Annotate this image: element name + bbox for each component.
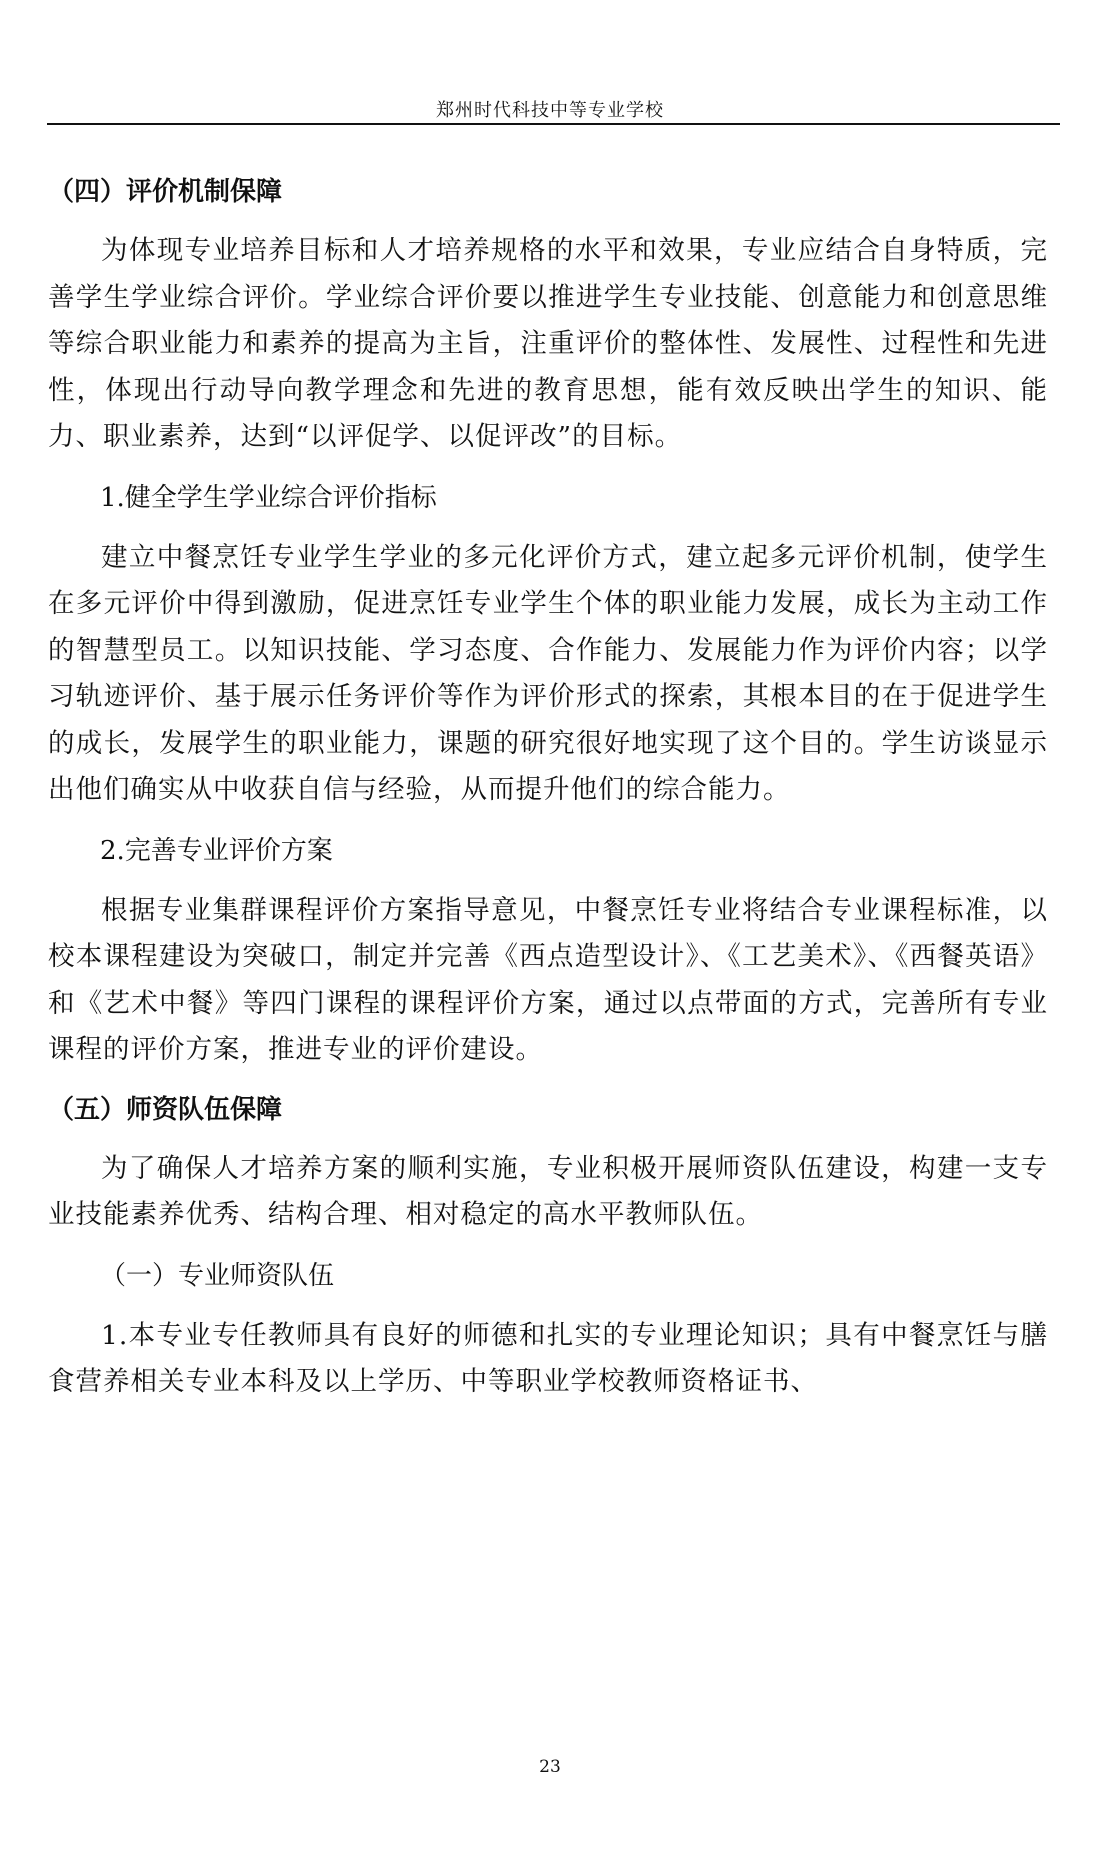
paragraph: 为体现专业培养目标和人才培养规格的水平和效果，专业应结合自身特质，完善学生学业综合评价。学业综合评价要以推进学生专业技能、创意能力和创意思维等综合职业能力和素养的提高为主旨，注重评价的整体性、发展性、过程性和先进性，体现出行动导向教学理念和先进的教育思想，能有效反映出学生的知识、能力、职业素养，达到“以评促学、以促评改”的目标。	[48, 235, 1048, 452]
section-heading-faculty: （五）师资队伍保障	[48, 1094, 283, 1125]
header-divider	[47, 123, 1060, 125]
paragraph: 建立中餐烹饪专业学生学业的多元化评价方式，建立起多元评价机制，使学生在多元评价中得到激励，促进烹饪专业学生个体的职业能力发展，成长为主动工作的智慧型员工。以知识技能、学习态度、合作能力、发展能力作为评价内容；以学习轨迹评价、基于展示任务评价等作为评价形式的探索，其根本目的在于促进学生的成长，发展学生的职业能力，课题的研究很好地实现了这个目的。学生访谈显示出他们确实从中收获自信与经验，从而提升他们的综合能力。	[48, 541, 1048, 805]
paragraph: 1.本专业专任教师具有良好的师德和扎实的专业理论知识；具有中餐烹饪与膳食营养相关专业本科及以上学历、中等职业学校教师资格证书、	[48, 1319, 1048, 1397]
page-body	[48, 170, 1048, 1420]
subheading: （一）专业师资队伍	[100, 1260, 335, 1291]
section-heading-evaluation: （四）评价机制保障	[48, 177, 283, 207]
paragraph: 为了确保人才培养方案的顺利实施，专业积极开展师资队伍建设，构建一支专业技能素养优秀、结构合理、相对稳定的高水平教师队伍。	[48, 1152, 1048, 1230]
page-number: 23	[539, 1757, 561, 1777]
subheading: 2.完善专业评价方案	[100, 835, 333, 866]
running-header: 郑州时代科技中等专业学校	[436, 100, 664, 121]
subheading: 1.健全学生学业综合评价指标	[100, 482, 437, 513]
paragraph: 根据专业集群课程评价方案指导意见，中餐烹饪专业将结合专业课程标准，以校本课程建设为突破口，制定并完善《西点造型设计》、《工艺美术》、《西餐英语》和《艺术中餐》等四门课程的课程评价方案，通过以点带面的方式，完善所有专业课程的评价方案，推进专业的评价建设。	[48, 894, 1048, 1065]
